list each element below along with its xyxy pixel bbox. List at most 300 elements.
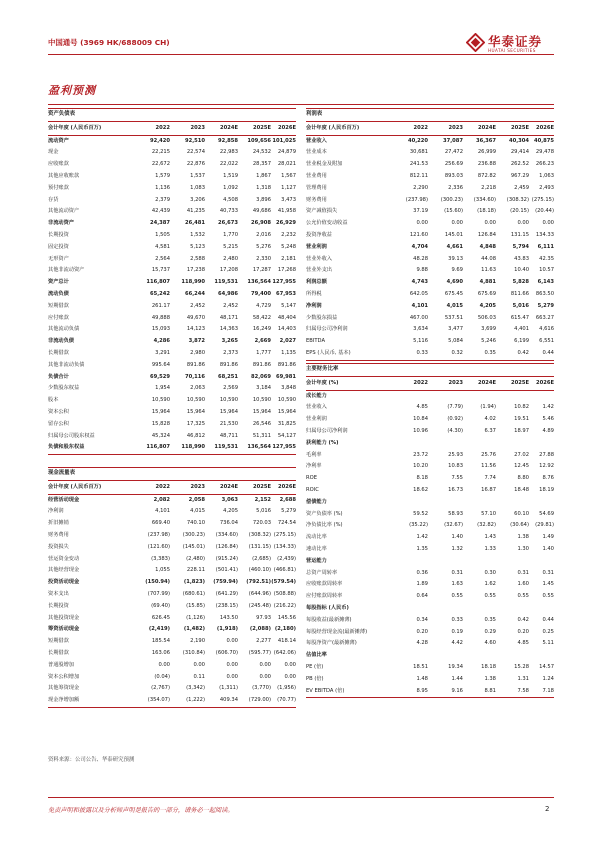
row-value: (237.98) — [147, 531, 170, 538]
row-value: 70,116 — [184, 373, 205, 380]
row-label: 净利润 — [306, 302, 322, 309]
row-value: 0.55 — [484, 593, 496, 600]
table-row — [306, 301, 554, 313]
table-row — [306, 348, 554, 361]
row-value: 1.60 — [517, 581, 529, 588]
row-value: (1.94) — [480, 404, 496, 411]
row-value: (641.29) — [215, 590, 238, 597]
year-header: 2026E — [536, 379, 554, 386]
row-value: 2,480 — [223, 255, 238, 262]
table-row — [48, 254, 296, 266]
row-value: 10.82 — [514, 404, 529, 411]
row-value: 14,123 — [186, 326, 205, 333]
row-label: 现金 — [48, 149, 59, 156]
row-value: 69,981 — [275, 373, 296, 380]
row-value: 19.51 — [514, 416, 529, 423]
row-value: 2,688 — [279, 496, 296, 503]
year-header: 2024E — [478, 379, 496, 386]
row-value: 872.82 — [477, 172, 496, 179]
table-row — [306, 242, 554, 254]
table-header-row — [306, 378, 554, 391]
row-label: 管理费用 — [306, 184, 327, 191]
row-value: 24,387 — [149, 220, 170, 227]
table-row — [48, 301, 296, 313]
row-value: 4,101 — [411, 302, 428, 309]
row-label: 营业费用 — [306, 172, 327, 179]
row-value: (759.94) — [213, 579, 238, 586]
row-value: 1,318 — [256, 184, 271, 191]
row-value: 467.00 — [409, 314, 428, 321]
page-number: 2 — [545, 805, 550, 813]
row-value: 1.42 — [542, 404, 554, 411]
row-value: 21,530 — [219, 420, 238, 427]
row-value: 24,879 — [277, 149, 296, 156]
row-value: 14,403 — [277, 326, 296, 333]
row-value: 23.72 — [413, 451, 428, 458]
row-label: 其他非流动资产 — [48, 267, 85, 274]
row-label: 其他应收账款 — [48, 172, 80, 179]
row-value: 6,551 — [539, 338, 554, 345]
row-value: 0.42 — [517, 616, 529, 623]
row-label: 非流动资产 — [48, 220, 74, 227]
row-value: 58,422 — [252, 314, 271, 321]
row-value: 119,531 — [214, 444, 238, 451]
row-value: 67,953 — [275, 290, 296, 297]
row-value: 10.20 — [413, 463, 428, 470]
row-label: 营业外收入 — [306, 255, 332, 262]
row-value: (0.04) — [154, 673, 170, 680]
logo-en-text: HUATAI SECURITIES — [488, 48, 536, 53]
row-value: (121.60) — [147, 543, 170, 550]
row-value: 0.29 — [484, 628, 496, 635]
row-value: 615.47 — [510, 314, 529, 321]
table-row — [48, 159, 296, 171]
row-value: 2,058 — [188, 496, 205, 503]
row-value: 6,143 — [537, 279, 554, 286]
row-value: 22,215 — [151, 149, 170, 156]
huatai-logo — [466, 30, 554, 60]
row-value: 1.44 — [451, 675, 463, 682]
table-row — [48, 407, 296, 419]
row-value: (579.54) — [271, 579, 296, 586]
row-value: (642.06) — [273, 649, 296, 656]
table-row — [48, 554, 296, 566]
row-value: 119,531 — [214, 279, 238, 286]
row-value: 0.11 — [193, 673, 205, 680]
row-value: 27.02 — [514, 451, 529, 458]
row-value: (29.81) — [535, 522, 554, 529]
row-label: 其他筹资现金 — [48, 685, 80, 692]
row-label: 资本支出 — [48, 590, 69, 597]
row-label: 毛利率 — [306, 451, 322, 458]
table-row — [48, 695, 296, 708]
header-label: 会计年度 (人民币百万) — [48, 483, 102, 490]
section-title: 主要财务比率 — [306, 363, 554, 377]
row-value: 4,205 — [479, 302, 496, 309]
table-row — [306, 289, 554, 301]
row-value: 16.73 — [448, 486, 463, 493]
row-value: 4,015 — [190, 508, 205, 515]
row-value: 1.24 — [542, 675, 554, 682]
table-row — [48, 613, 296, 625]
row-value: 3,206 — [190, 196, 205, 203]
row-value: 663.27 — [535, 314, 554, 321]
row-value: 1,063 — [539, 172, 554, 179]
row-value: 0.34 — [416, 616, 428, 623]
row-value: 4,616 — [539, 326, 554, 333]
row-value: 0.33 — [416, 349, 428, 356]
row-value: 0.55 — [517, 593, 529, 600]
row-value: (501.41) — [215, 567, 238, 574]
ratios-table — [306, 363, 554, 698]
row-value: 1,055 — [155, 567, 170, 574]
row-value: 1.38 — [517, 534, 529, 541]
row-value: (2,767) — [151, 685, 170, 692]
row-value: 0.25 — [542, 628, 554, 635]
row-value: 1.42 — [416, 534, 428, 541]
row-value: 7.18 — [542, 687, 554, 694]
row-value: 7.58 — [517, 687, 529, 694]
row-value: (126.84) — [215, 543, 238, 550]
row-value: 2,569 — [223, 385, 238, 392]
row-value: 4,401 — [514, 326, 529, 333]
row-value: 0.00 — [226, 638, 238, 645]
row-value: 2,290 — [413, 184, 428, 191]
row-value: 7.55 — [451, 475, 463, 482]
year-header: 2026E — [278, 483, 296, 490]
table-row — [48, 601, 296, 613]
row-value: (15.60) — [444, 208, 463, 215]
section-title: 现金流量表 — [48, 467, 296, 481]
table-row — [306, 206, 554, 218]
table-row — [306, 638, 554, 650]
row-value: 11.63 — [481, 267, 496, 274]
row-value: 0.36 — [416, 569, 428, 576]
row-label: 流动资产 — [48, 137, 69, 144]
row-value: 3,063 — [221, 496, 238, 503]
row-value: 24,532 — [252, 149, 271, 156]
table-row — [48, 147, 296, 159]
row-value: (1,482) — [183, 626, 205, 633]
row-value: 5,248 — [281, 243, 296, 250]
row-value: 15,964 — [252, 408, 271, 415]
header-label: 会计年度 (人民币百万) — [48, 124, 102, 131]
row-value: (1,126) — [186, 614, 205, 621]
row-value: 891.86 — [186, 361, 205, 368]
year-header: 2025E — [511, 124, 529, 131]
row-value: 22,574 — [186, 149, 205, 156]
row-label: 营业利润 — [306, 243, 327, 250]
row-value: 11.56 — [481, 463, 496, 470]
row-value: 0.00 — [542, 220, 554, 227]
row-value: 4.85 — [517, 640, 529, 647]
row-value: 163.06 — [151, 649, 170, 656]
row-value: 236.88 — [477, 161, 496, 168]
page-title: 盈利预测 — [48, 84, 96, 97]
row-value: 3,872 — [188, 338, 205, 345]
row-value: 0.00 — [226, 661, 238, 668]
row-label: 长期借款 — [48, 649, 69, 656]
row-value: 29,478 — [535, 149, 554, 156]
row-value: 0.31 — [542, 569, 554, 576]
row-label: 获利能力 (%) — [306, 439, 339, 446]
table-row — [48, 195, 296, 207]
row-value: 2,373 — [223, 349, 238, 356]
row-label: 其他经营现金 — [48, 567, 80, 574]
row-value: 92,858 — [217, 137, 238, 144]
row-value: 1.49 — [542, 534, 554, 541]
row-value: 109,656 — [247, 137, 271, 144]
row-value: 891.86 — [252, 361, 271, 368]
year-header: 2022 — [413, 124, 428, 131]
row-value: (2,180) — [274, 626, 296, 633]
row-value: 97.93 — [256, 614, 271, 621]
table-row — [48, 565, 296, 577]
row-value: 2,277 — [256, 638, 271, 645]
table-row — [306, 544, 554, 556]
row-value: 891.86 — [277, 361, 296, 368]
row-value: 2,336 — [448, 184, 463, 191]
row-value: 1,532 — [190, 231, 205, 238]
row-value: 25.76 — [481, 451, 496, 458]
table-row — [48, 277, 296, 289]
table-row — [306, 674, 554, 686]
row-value: 5,279 — [281, 508, 296, 515]
row-value: 4,101 — [155, 508, 170, 515]
row-value: 118,990 — [181, 279, 205, 286]
table-row — [48, 136, 296, 148]
row-label: 非流动负债 — [48, 338, 74, 345]
section-title: 资产负债表 — [48, 108, 296, 122]
row-label: 应付账款 — [48, 314, 69, 321]
row-value: 116,807 — [146, 444, 170, 451]
row-label: 财务费用 — [306, 196, 327, 203]
row-value: (300.23) — [440, 196, 463, 203]
row-value: 40,875 — [533, 137, 554, 144]
row-label: 筹资活动现金 — [48, 626, 80, 633]
row-value: 5,147 — [281, 302, 296, 309]
row-value: 26,673 — [217, 220, 238, 227]
disclaimer-footer: 免责声明和披露以及分析师声明是报告的一部分，请务必一起阅读。 — [48, 807, 234, 814]
row-label: 归属母公司净利润 — [306, 427, 348, 434]
row-value: (680.61) — [182, 590, 205, 597]
section-title: 利润表 — [306, 108, 554, 122]
row-value: 2,452 — [190, 302, 205, 309]
row-label: 无形资产 — [48, 255, 69, 262]
table-row — [306, 414, 554, 426]
row-value: 241.53 — [409, 161, 428, 168]
row-value: 0.00 — [451, 220, 463, 227]
row-value: 4.42 — [451, 640, 463, 647]
row-label: 折旧摊销 — [48, 520, 69, 527]
row-value: 3,291 — [155, 349, 170, 356]
row-value: 1.43 — [484, 534, 496, 541]
row-value: 27.88 — [539, 451, 554, 458]
row-value: 15,964 — [151, 408, 170, 415]
row-value: 40,220 — [407, 137, 428, 144]
row-value: 1,136 — [155, 184, 170, 191]
row-value: 49,686 — [252, 208, 271, 215]
row-value: 18.51 — [413, 663, 428, 670]
table-row — [48, 577, 296, 589]
header-divider — [48, 54, 554, 55]
row-value: 18.48 — [514, 486, 529, 493]
row-value: 2,493 — [539, 184, 554, 191]
row-value: 134.33 — [535, 231, 554, 238]
row-value: 4,015 — [446, 302, 463, 309]
table-row — [48, 324, 296, 336]
table-row — [48, 218, 296, 230]
row-value: (1,222) — [186, 697, 205, 704]
table-row — [306, 450, 554, 462]
table-row — [306, 603, 554, 615]
table-row — [48, 395, 296, 407]
table-row — [306, 324, 554, 336]
row-label: 营运能力 — [306, 557, 327, 564]
row-value: 101,025 — [272, 137, 296, 144]
row-value: (0.92) — [447, 416, 463, 423]
row-value: 15,737 — [151, 267, 170, 274]
row-value: 4.28 — [416, 640, 428, 647]
row-value: 60.10 — [514, 510, 529, 517]
row-value: (644.96) — [248, 590, 271, 597]
row-value: 0.00 — [158, 661, 170, 668]
row-value: 4.89 — [542, 427, 554, 434]
table-row — [306, 509, 554, 521]
row-label: 利润总额 — [306, 279, 327, 286]
row-value: (69.40) — [151, 602, 170, 609]
row-value: (4.30) — [447, 427, 463, 434]
row-value: 8.95 — [416, 687, 428, 694]
income-statement-table — [306, 108, 554, 361]
row-value: 0.31 — [451, 569, 463, 576]
row-value: 26,546 — [252, 420, 271, 427]
table-row — [306, 391, 554, 403]
row-value: 126.84 — [477, 231, 496, 238]
row-value: 5,794 — [512, 243, 529, 250]
row-value: 3,477 — [448, 326, 463, 333]
row-label: 固定投资 — [48, 243, 69, 250]
row-value: 740.10 — [186, 520, 205, 527]
row-value: 537.51 — [444, 314, 463, 321]
table-row — [306, 171, 554, 183]
row-label: 营业收入 — [306, 137, 327, 144]
table-row — [306, 686, 554, 699]
row-value: 10,590 — [252, 397, 271, 404]
table-header-row — [48, 482, 296, 495]
table-row — [306, 136, 554, 148]
row-value: 8.80 — [517, 475, 529, 482]
row-value: 5,279 — [537, 302, 554, 309]
row-value: 9.16 — [451, 687, 463, 694]
row-value: 669.40 — [151, 520, 170, 527]
row-value: 136,564 — [247, 444, 271, 451]
cash-flow-table — [48, 467, 296, 708]
row-value: (915.24) — [215, 555, 238, 562]
row-value: 4,508 — [223, 196, 238, 203]
row-value: (15.85) — [186, 602, 205, 609]
year-header: 2026E — [278, 124, 296, 131]
row-value: 2,379 — [155, 196, 170, 203]
table-row — [48, 206, 296, 218]
row-value: 1,127 — [281, 184, 296, 191]
row-value: 26,929 — [275, 220, 296, 227]
row-label: 短期借款 — [48, 302, 69, 309]
row-value: (3,342) — [186, 685, 205, 692]
row-value: 10,590 — [219, 397, 238, 404]
row-value: 0.55 — [542, 593, 554, 600]
row-value: 57.10 — [481, 510, 496, 517]
row-value: (1,918) — [216, 626, 238, 633]
table-row — [306, 473, 554, 485]
row-value: 15,964 — [186, 408, 205, 415]
row-value: 48.28 — [413, 255, 428, 262]
year-header: 2022 — [413, 379, 428, 386]
row-value: 256.69 — [444, 161, 463, 168]
table-row — [306, 485, 554, 497]
table-row — [48, 683, 296, 695]
row-value: 0.44 — [542, 616, 554, 623]
row-label: 现金净增加额 — [48, 697, 80, 704]
row-value: 2,669 — [254, 338, 271, 345]
row-value: 893.03 — [444, 172, 463, 179]
row-value: 6,199 — [514, 338, 529, 345]
row-value: 39.13 — [448, 255, 463, 262]
row-value: 17,268 — [277, 267, 296, 274]
table-row — [306, 426, 554, 438]
row-label: 偿债能力 — [306, 498, 327, 505]
row-value: (145.01) — [182, 543, 205, 550]
row-value: 3,473 — [281, 196, 296, 203]
row-value: 26,908 — [250, 220, 271, 227]
row-value: 0.00 — [193, 661, 205, 668]
row-value: 22,876 — [186, 161, 205, 168]
row-value: 0.00 — [284, 673, 296, 680]
table-row — [48, 624, 296, 636]
row-value: 41,235 — [186, 208, 205, 215]
row-value: (30.64) — [510, 522, 529, 529]
row-value: 1,777 — [256, 349, 271, 356]
row-value: 1,135 — [281, 349, 296, 356]
row-value: (275.15) — [531, 196, 554, 203]
table-row — [48, 265, 296, 277]
row-value: (20.15) — [510, 208, 529, 215]
row-value: 0.35 — [484, 349, 496, 356]
row-value: 10.40 — [514, 267, 529, 274]
row-value: 15,964 — [219, 408, 238, 415]
row-label: 少数股东权益 — [48, 385, 80, 392]
row-value: (334.60) — [215, 531, 238, 538]
row-label: 长期借款 — [48, 349, 69, 356]
row-value: 3,848 — [281, 385, 296, 392]
row-label: 归属母公司股东权益 — [48, 432, 95, 439]
row-label: 资产负债率 (%) — [306, 510, 343, 517]
row-value: 4,205 — [223, 508, 238, 515]
row-value: 3,265 — [221, 338, 238, 345]
row-value: 736.04 — [219, 520, 238, 527]
row-value: 0.32 — [451, 349, 463, 356]
row-value: (70.77) — [277, 697, 296, 704]
row-value: 26,481 — [184, 220, 205, 227]
row-value: 5,084 — [448, 338, 463, 345]
row-value: 675.45 — [444, 290, 463, 297]
row-value: 10.57 — [539, 267, 554, 274]
row-label: 应付账款周转率 — [306, 593, 343, 600]
year-header: 2023 — [448, 124, 463, 131]
table-row — [48, 636, 296, 648]
row-value: 2,190 — [190, 638, 205, 645]
row-value: 10.83 — [448, 463, 463, 470]
